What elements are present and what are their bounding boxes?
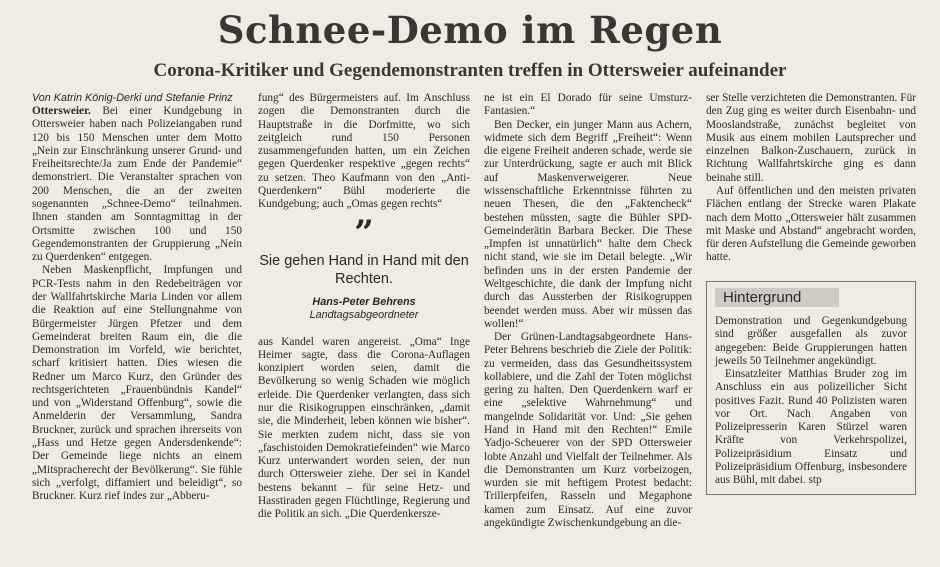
article-column-1 xyxy=(32,92,242,503)
infobox-paragraph: Demonstration und Gegenkundgebung sind größer ausgefallen als zuvor angegeben: Beide Gruppierungen hatten jeweils 50 Teilnehmer angekündigt. xyxy=(715,314,907,367)
pull-quote xyxy=(258,212,470,322)
quote-author-role: Landtagsabgeordneter xyxy=(309,308,419,321)
article-paragraph: Neben Maskenpflicht, Impfungen und PCR-Tests nahm in den Redebeiträgen vor der Wallfahrtskirche Maria Linden vor allem die Reaktion auf eine Stellungnahme von Bürgermeister Jürgen Pfetzer und dem Gemeinderat breiten Raum ein, die die Demonstration im Vorfeld, wie berichtet, scharf kritisiert hatten. Dies wiesen die Redner um Marco Kurz, den Gründer des rechtsgerichteten „Frauenbündnis Kandel“ und von „Widerstand Offenburg“, sowie die Anmelderin der Versammlung, Sandra Bruckner, zurück und sprachen ihrerseits von „Hass und Hetze gegen Andersdenkende“: Der Gemeinde liege nichts an einem „Mitspracherecht der Bevölkerung“. Sie fühle sich „verfolgt, diffamiert und beleidigt“, so Bruckner. Kurz rief indes zur „Abberu- xyxy=(32,264,242,503)
byline: Von Katrin König-Derki und Stefanie Prinz xyxy=(32,92,233,104)
article-paragraph: Auf öffentlichen und den meisten privaten Flächen entlang der Strecke waren Plakate nach dem Motto „Ottersweier hält zusammen mit Maske und Abstand“ angebracht worden, für deren Aufstellung die Gemeinde geworben hatte. xyxy=(706,184,916,264)
quote-author: Hans-Peter Behrens xyxy=(312,295,416,308)
article-paragraph: fung“ des Bürgermeisters auf. Im Anschluss zogen die Demonstranten durch die Hauptstraße in die Dorfmitte, wo sich zeitgleich rund 150 Personen zusammengefunden hatten, um ein Zeichen gegen Querdenker respektive „gegen rechts“ zu setzen. Theo Kaufmann von den „Anti-Querdenkern“ Bühl moderierte die Kundgebung; auch „Omas gegen rechts“ xyxy=(258,92,470,211)
article-column-3 xyxy=(484,92,692,530)
article-paragraph: aus Kandel waren angereist. „Oma“ Inge Heimer sagte, dass die Corona-Auflagen konzipiert worden seien, damit die Bevölkerung so wenig Schaden wie möglich erleide. Die Querdenker verlangten, dass sich nur die Risikogruppen einschränken, „damit sie, die Minderheit, leben können wie bisher“. Sie merkten zudem nicht, dass sie von „faschistoiden Demokratiefeinden“ wie Marco Kurz unterwandert worden seien, der nun durch Ottersweier ziehe. Der sei in Kandel bestens bekannt – für seine Hetz- und Hasstiraden gegen Flüchtlinge, Regierung und die Politik an sich. „Die Querdenkersze- xyxy=(258,335,470,521)
lead-paragraph: Ottersweier. Bei einer Kundgebung in Ottersweier haben nach Polizeiangaben rund 120 bis 150 Menschen unter dem Motto „Nein zur Einschränkung unserer Grund- und Freiheitsrechte/Ja zum Ende der Pandemie“ demonstriert. Die Veranstalter sprachen von 200 Menschen, die an der zweiten sogenannten „Schnee-Demo“ teilnahmen. Ihnen standen am Sonntagmittag in der Ortsmitte zwischen 100 und 150 Gegendemonstranten der Gruppierung „Nein zu Querdenken“ entgegen. xyxy=(32,105,243,264)
article-paragraph: Der Grünen-Landtagsabgeordnete Hans-Peter Behrens beschrieb die Ziele der Politik: zu vermeiden, dass das Gesundheitssystem kollabiere, und die Zahl der Toten möglichst gering zu halten. Den Querdenkern warf er eine „selektive Wahrnehmung“ und mangelnde Solidarität vor. Und: „Sie gehen Hand in Hand mit den Rechten!“ Emile Yadjo-Scheuerer von der SPD Ottersweier lobte Anzahl und Vielfalt der Teilnehmer. Als die Demonstranten um Kurz vorbeizogen, wurden sie mit heftigem Protest bedacht: Trillerpfeifen, Rasseln und Megaphone kamen zum Einsatz. Auf eine zuvor angekündigte Zwischenkundgebung an die- xyxy=(484,331,692,529)
dateline: Ottersweier. xyxy=(32,105,91,117)
quote-text: Sie gehen Hand in Hand mit den Rechten. xyxy=(259,252,469,287)
article-paragraph: ne ist ein El Dorado für seine Umsturz-Fantasien.“ xyxy=(484,92,692,118)
article-column-2 xyxy=(258,92,470,521)
article-paragraph: Ben Decker, ein junger Mann aus Achern, widmete sich dem Begriff „Freiheit“: Wenn die eigene Freiheit anderen schade, werde sie zur Unterdrückung, sagte er auch mit Blick auf Maskenverweigerer. Neue wissenschaftliche Erkenntnisse führten zu neuen Thesen, die den „Faktencheck“ bestehen müssten, sagte die Bühler SPD-Gemeinderätin Barbara Becker. Die These „Impfen ist unnatürlich“ halte dem Check nicht stand, wie sie im Detail belegte. „Wir befinden uns in der ersten Pandemie der Weltgeschichte, die dank der Impfung nicht durch das Aussterben der Risikogruppen beendet werden muss. Aber wir müssen das wollen!“ xyxy=(484,118,692,330)
background-infobox xyxy=(706,281,916,495)
headline: Schnee-Demo im Regen xyxy=(217,8,723,52)
infobox-title: Hintergrund xyxy=(715,288,839,307)
subheadline: Corona-Kritiker und Gegendemonstranten treffen in Ottersweier aufeinander xyxy=(153,60,787,81)
article-column-4 xyxy=(706,92,916,495)
article-paragraph: ser Stelle verzichteten die Demonstranten. Für den Zug ging es weiter durch Eisenbahn- und Mooslandstraße, zunächst begleitet von Musik aus einem mobilen Lautsprecher und einzelnen Balkon-Zuschauern, zurück in Richtung Wallfahrtskirche ging es dann beinahe still. xyxy=(706,92,916,184)
infobox-paragraph: Einsatzleiter Matthias Bruder zog im Anschluss ein aus polizeilicher Sicht positives Fazit. Rund 40 Polizisten waren vor Ort. Nach Angaben von Polizeipresserin Karen Stürzel waren Kräfte von Verkehrspolizei, Polizeipräsidium Einsatz und Polizeipräsidium Offenburg, insbesondere aus Bühl, mit dabei. stp xyxy=(715,368,907,487)
quote-mark-icon: ” xyxy=(354,212,374,253)
author-initials: stp xyxy=(808,474,822,487)
